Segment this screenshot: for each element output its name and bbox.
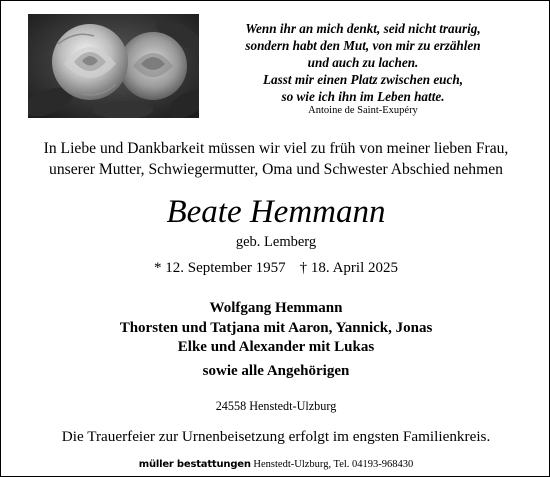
funeral-home-brand: müller bestattungen bbox=[138, 459, 251, 470]
poem-line: und auch zu lachen. bbox=[307, 55, 419, 70]
location: 24558 Henstedt-Ulzburg bbox=[215, 399, 337, 413]
relatives-line: sowie alle Angehörigen bbox=[202, 363, 350, 379]
poem-line: Wenn ihr an mich denkt, seid nicht traurig, bbox=[245, 21, 481, 36]
poem-line: Lasst mir einen Platz zwischen euch, bbox=[262, 72, 464, 87]
footer bbox=[1, 459, 550, 470]
life-dates bbox=[1, 260, 550, 277]
death-date: † 18. April 2025 bbox=[299, 260, 398, 276]
mourners-list bbox=[1, 299, 550, 358]
mourner-line: Elke und Alexander mit Lukas bbox=[177, 339, 375, 355]
poem-line: sondern habt den Mut, von mir zu erzählen bbox=[245, 38, 481, 53]
funeral-notice: Die Trauerfeier zur Urnenbeisetzung erfolgt im engsten Familienkreis. bbox=[61, 428, 491, 445]
mourner-line: Wolfgang Hemmann bbox=[209, 300, 343, 316]
deceased-name: Beate Hemmann bbox=[166, 194, 386, 230]
mourner-line: Thorsten und Tatjana mit Aaron, Yannick, Jonas bbox=[119, 319, 433, 336]
poem-quote bbox=[213, 20, 513, 105]
maiden-name: geb. Lemberg bbox=[235, 234, 317, 250]
intro-line: In Liebe und Dankbarkeit müssen wir viel zu früh von meiner lieben Frau, bbox=[43, 140, 509, 157]
intro-line: unserer Mutter, Schwiegermutter, Oma und Schwester Abschied nehmen bbox=[49, 161, 503, 178]
roses-photo bbox=[28, 14, 199, 118]
poem-line: so wie ich ihn im Leben hatte. bbox=[281, 89, 445, 104]
poem-author: Antoine de Saint-Exupéry bbox=[308, 105, 418, 116]
intro-text bbox=[1, 138, 550, 180]
funeral-home-details: Henstedt-Ulzburg, Tel. 04193-968430 bbox=[253, 459, 414, 470]
roses-photo-icon bbox=[28, 14, 199, 118]
birth-date: * 12. September 1957 bbox=[154, 260, 286, 276]
